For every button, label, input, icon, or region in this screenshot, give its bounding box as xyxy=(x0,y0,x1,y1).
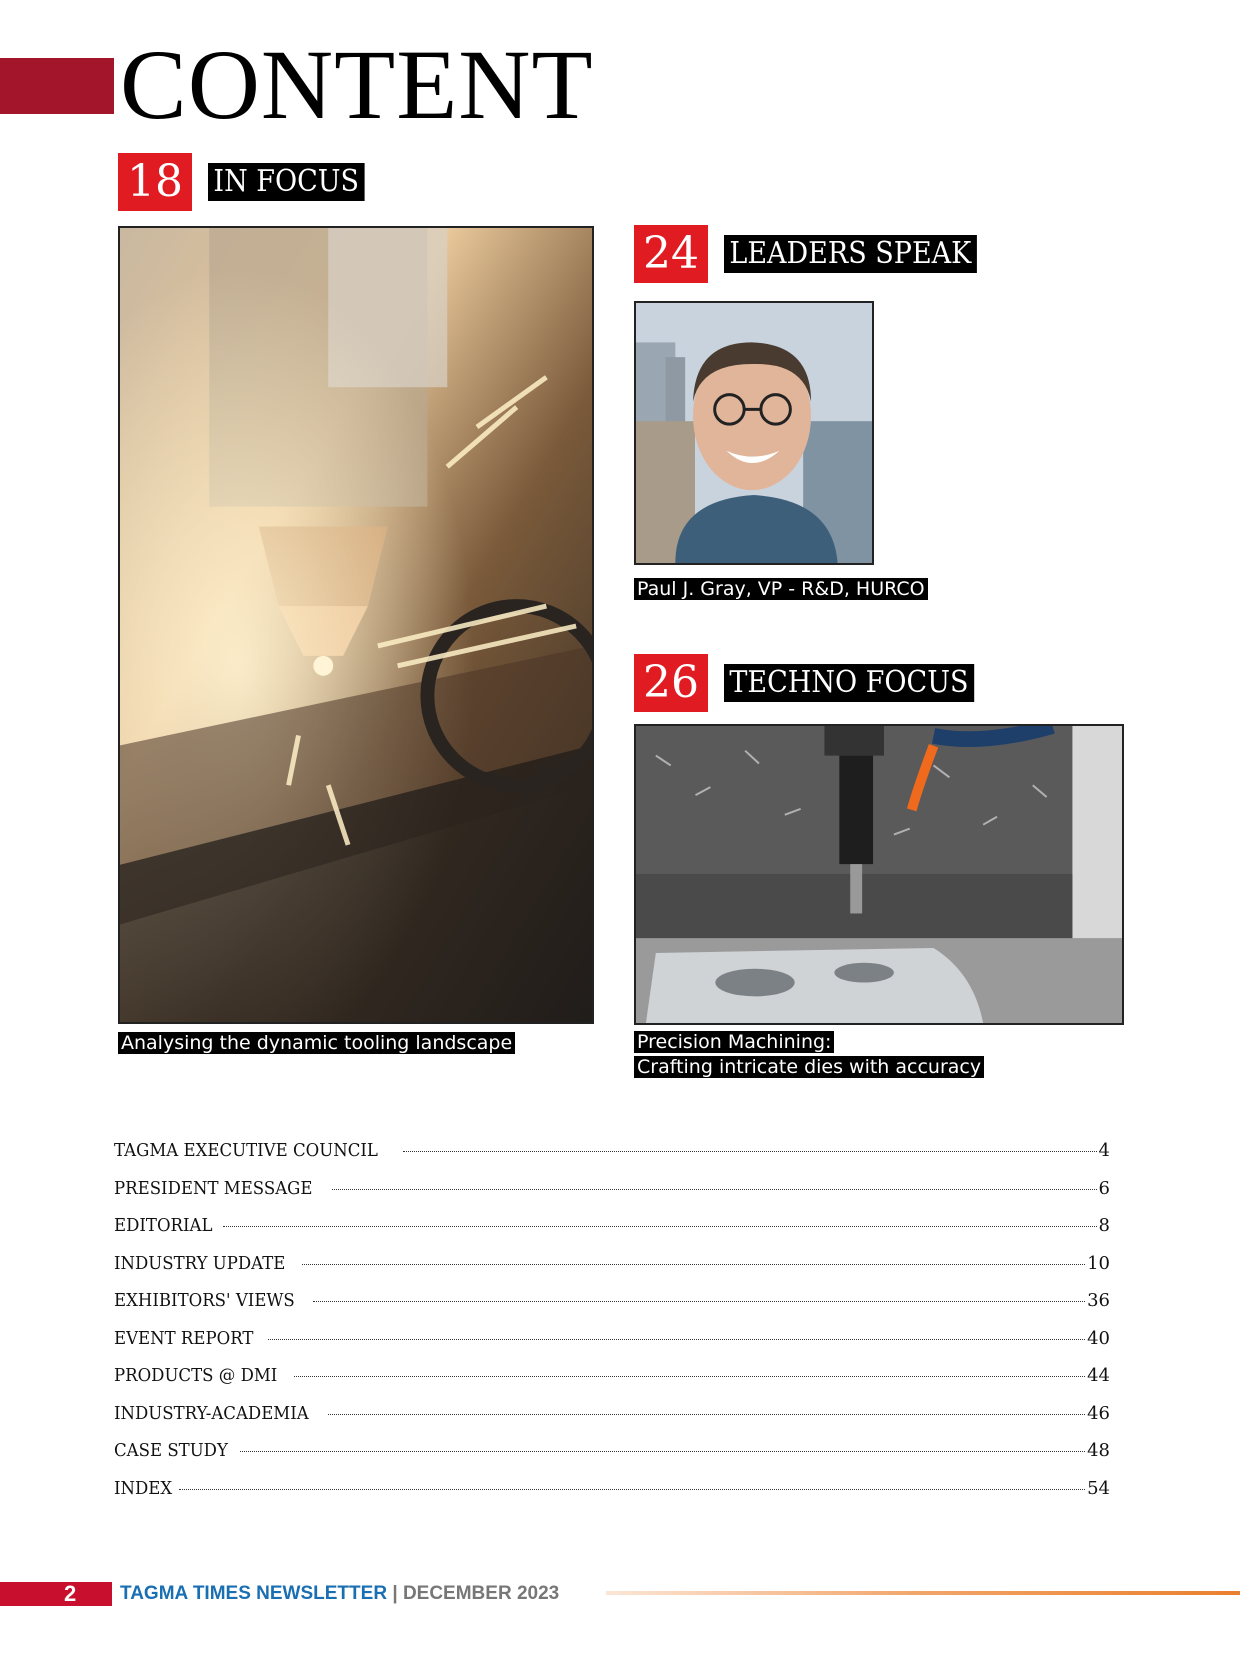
machining-photo[interactable] xyxy=(634,724,1124,1025)
footer-gradient-line xyxy=(606,1591,1240,1595)
toc-leader-dots xyxy=(328,1414,1085,1415)
toc-leader-dots xyxy=(240,1451,1085,1452)
toc-leader-dots xyxy=(302,1264,1085,1265)
section-number: 24 xyxy=(634,225,708,283)
footer-date: DECEMBER 2023 xyxy=(402,1583,560,1604)
techno-focus-caption: Precision Machining: Crafting intricate dies with accuracy xyxy=(634,1030,984,1080)
toc-item[interactable]: TAGMA EXECUTIVE COUNCIL 4 xyxy=(114,1140,1110,1161)
toc-leader-dots xyxy=(403,1151,1097,1152)
toc-item[interactable]: CASE STUDY 48 xyxy=(114,1440,1110,1461)
laser-cutting-photo[interactable] xyxy=(118,226,594,1024)
section-leaders-speak-header xyxy=(634,225,1005,283)
footer-accent-bar xyxy=(0,1582,112,1606)
header-accent-bar xyxy=(0,58,114,114)
leaders-speak-caption: Paul J. Gray, VP - R&D, HURCO xyxy=(634,577,928,602)
section-label: TECHNO FOCUS xyxy=(724,664,974,702)
toc-leader-dots xyxy=(313,1301,1086,1302)
section-label: IN FOCUS xyxy=(208,163,364,201)
toc-leader-dots xyxy=(268,1339,1086,1340)
page-title: CONTENT xyxy=(120,29,594,140)
section-techno-focus-header xyxy=(634,654,1002,712)
toc-item[interactable]: INDUSTRY-ACADEMIA 46 xyxy=(114,1402,1110,1424)
toc-item[interactable]: EDITORIAL 8 xyxy=(114,1215,1110,1236)
portrait-photo[interactable] xyxy=(634,301,874,565)
toc-item[interactable]: EXHIBITORS' VIEWS 36 xyxy=(114,1290,1110,1311)
toc-leader-dots xyxy=(223,1226,1096,1227)
toc-item[interactable]: PRESIDENT MESSAGE 6 xyxy=(114,1177,1110,1199)
section-label: LEADERS SPEAK xyxy=(724,235,977,273)
toc-item[interactable]: EVENT REPORT 40 xyxy=(114,1327,1110,1349)
toc-leader-dots xyxy=(179,1489,1085,1490)
table-of-contents xyxy=(114,1140,1110,1515)
footer-brand: TAGMA TIMES NEWSLETTER xyxy=(120,1583,388,1604)
page-number: 2 xyxy=(64,1581,77,1606)
section-in-focus-header xyxy=(118,153,382,211)
toc-item[interactable]: PRODUCTS @ DMI 44 xyxy=(114,1365,1110,1386)
toc-leader-dots xyxy=(294,1376,1086,1377)
section-number: 26 xyxy=(634,654,708,712)
section-number: 18 xyxy=(118,153,192,211)
toc-leader-dots xyxy=(332,1189,1097,1190)
toc-item[interactable]: INDEX 54 xyxy=(114,1477,1110,1499)
footer-separator: | xyxy=(392,1583,398,1604)
footer-publication xyxy=(120,1582,559,1606)
in-focus-caption: Analysing the dynamic tooling landscape xyxy=(118,1031,515,1056)
toc-item[interactable]: INDUSTRY UPDATE 10 xyxy=(114,1252,1110,1274)
